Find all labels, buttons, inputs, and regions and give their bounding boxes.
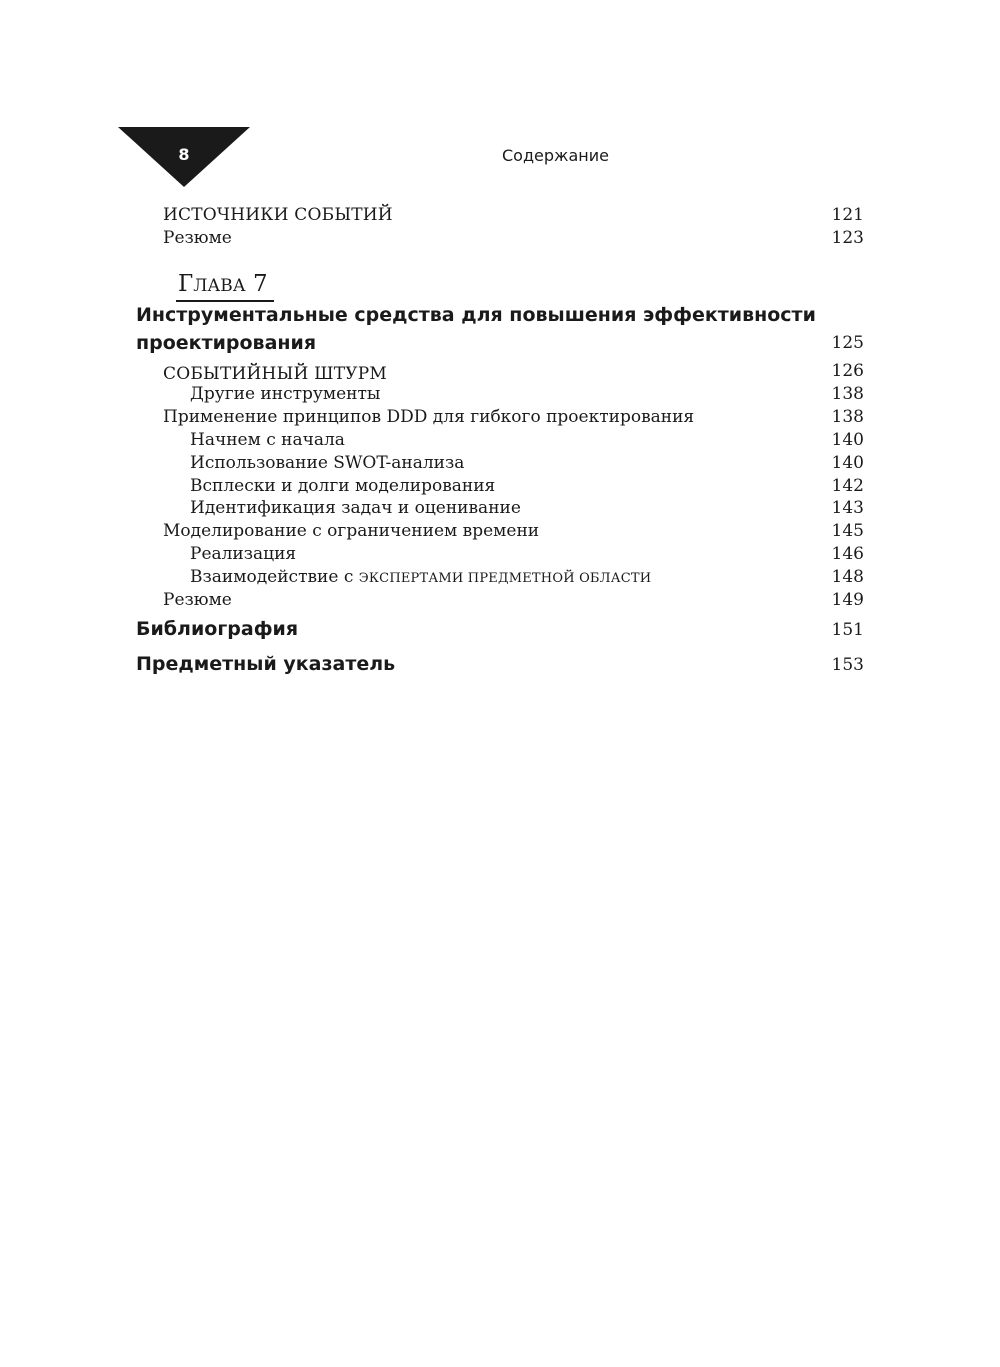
toc-entry-page: 151 — [831, 620, 864, 640]
toc-entry-bibliography[interactable] — [0, 618, 1000, 641]
toc-entry[interactable] — [0, 567, 1000, 590]
toc-entry-label: Резюме — [163, 590, 232, 610]
toc-entry-label: Всплески и долги моделирования — [190, 476, 496, 496]
toc-entry[interactable] — [0, 498, 1000, 521]
toc-entry[interactable] — [0, 361, 1000, 384]
toc-entry-page: 126 — [831, 361, 864, 381]
toc-entry-label: Предметный указатель — [136, 653, 396, 675]
page-number-badge — [118, 127, 250, 187]
toc-entry-page: 123 — [831, 228, 864, 248]
toc-entry-label: Резюме — [163, 228, 232, 248]
toc-entry-page: 148 — [831, 567, 864, 587]
toc-entry-label-smallcaps: ЭКСПЕРТАМИ ПРЕДМЕТНОЙ ОБЛАСТИ — [358, 571, 652, 586]
toc-entry-page: 138 — [831, 384, 864, 404]
running-title: Содержание — [502, 146, 609, 165]
toc-entry[interactable] — [0, 453, 1000, 476]
toc-entry-label: Другие инструменты — [190, 384, 381, 404]
toc-entry-label — [190, 567, 651, 587]
chapter-label-rest: ЛАВА — [193, 276, 246, 296]
toc-entry-label: Использование SWOT-анализа — [190, 453, 465, 473]
page-number: 8 — [178, 145, 190, 164]
toc-entry-page: 140 — [831, 430, 864, 450]
toc-entry-label: Начнем с начала — [190, 430, 345, 450]
toc-entry-label: Идентификация задач и оценивание — [190, 498, 521, 518]
toc-entry-page: 145 — [831, 521, 864, 541]
toc-entry-label: Библиография — [136, 618, 299, 640]
chapter-title-line2: проектирования — [136, 332, 317, 354]
toc-entry-label: СОБЫТИЙНЫЙ ШТУРМ — [163, 364, 388, 384]
toc-entry-label: Моделирование с ограничением времени — [163, 521, 540, 541]
toc-entry-page: 153 — [831, 655, 864, 675]
chapter-title-row[interactable] — [0, 332, 1000, 355]
toc-entry-page: 138 — [831, 407, 864, 427]
toc-entry[interactable] — [0, 205, 1000, 228]
toc-entry-label: Применение принципов DDD для гибкого проектирования — [163, 407, 695, 427]
toc-entry[interactable] — [0, 430, 1000, 453]
toc-entry-label: ИСТОЧНИКИ СОБЫТИЙ — [163, 205, 393, 225]
toc-entry[interactable] — [0, 590, 1000, 613]
toc-entry-label: Реализация — [190, 544, 297, 564]
toc-entry[interactable] — [0, 544, 1000, 567]
toc-entry-page: 146 — [831, 544, 864, 564]
toc-entry[interactable] — [0, 476, 1000, 499]
toc-entry-page: 149 — [831, 590, 864, 610]
chapter-page: 125 — [831, 333, 864, 353]
chapter-number: 7 — [252, 271, 268, 297]
toc-entry-page: 142 — [831, 476, 864, 496]
toc-entry-page: 143 — [831, 498, 864, 518]
toc-entry[interactable] — [0, 228, 1000, 251]
toc-entry-label-prefix: Взаимодействие с — [190, 567, 359, 587]
toc-entry[interactable] — [0, 407, 1000, 430]
chapter-label-first-letter: Г — [178, 271, 194, 297]
chapter-title-line1: Инструментальные средства для повышения эффективности — [136, 304, 816, 326]
toc-entry-index[interactable] — [0, 653, 1000, 676]
toc-entry[interactable] — [0, 521, 1000, 544]
toc-entry[interactable] — [0, 384, 1000, 407]
toc-entry-page: 140 — [831, 453, 864, 473]
chapter-label — [176, 270, 274, 302]
toc-entry-page: 121 — [831, 205, 864, 225]
